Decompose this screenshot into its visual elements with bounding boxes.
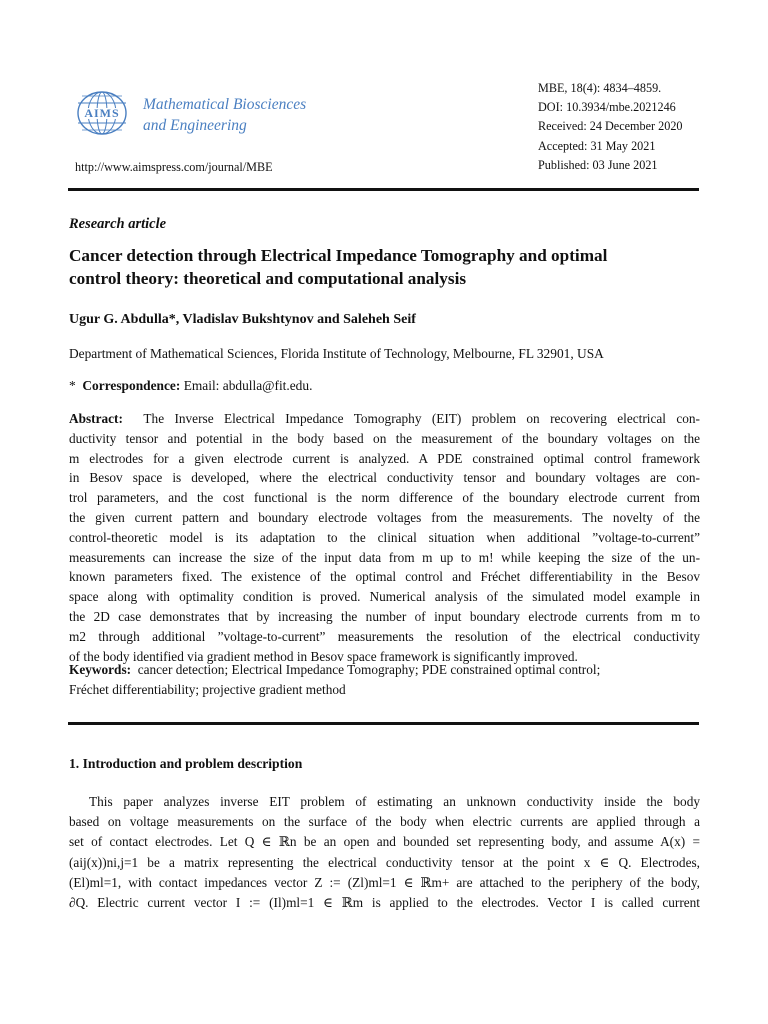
title-line2: control theory: theoretical and computational analysis <box>69 268 467 288</box>
abstract-line: m electrodes for a given electrode current is analyzed. A PDE constrained optimal control framework <box>69 450 700 466</box>
meta-volume: MBE, 18(4): 4834–4859. <box>538 81 662 95</box>
abstract-line: ductivity tensor and potential in the body based on the measurement of the boundary voltages on the <box>69 430 700 446</box>
abstract-label: Abstract: <box>69 411 123 426</box>
meta-published: Published: 03 June 2021 <box>538 157 658 172</box>
abstract-line: m2 through additional ”voltage-to-current” measurements the resolution of the electrical conductivity <box>69 628 700 644</box>
header-rule <box>68 188 699 191</box>
abstract-line: space along with optimality condition is proved. Numerical analysis of the simulated model example in <box>69 589 700 605</box>
intro-line: (aij(x))ni,j=1 be a matrix representing the electrical conductivity tensor at the point x ∈ Q. Electrodes, <box>69 854 700 870</box>
section-heading: 1. Introduction and problem description <box>69 756 303 771</box>
intro-line: ∂Q. Electric current vector I := (Il)ml=1 ∈ ℝm is applied to the electrodes. Vector I is called current <box>69 895 700 911</box>
abstract-line: the given current pattern and boundary electrode voltages from the measurements. The novelty of the <box>69 509 700 525</box>
abstract-line: the 2D case demonstrates that by increasing the number of input boundary electrode currents from m to <box>69 608 700 624</box>
correspondence-email[interactable]: Email: abdulla@fit.edu. <box>183 378 313 393</box>
abstract-line: Abstract: The Inverse Electrical Impedance Tomography (EIT) problem on recovering electrical con- <box>69 411 700 426</box>
affiliation: Department of Mathematical Sciences, Florida Institute of Technology, Melbourne, FL 32901, USA <box>69 346 604 361</box>
keywords-label: Keywords: <box>69 662 132 677</box>
keywords-line: Fréchet differentiability; projective gradient method <box>69 681 346 697</box>
abstract-rule <box>68 722 699 725</box>
intro-paragraph <box>69 792 700 913</box>
journal-title <box>143 94 306 136</box>
abstract-line: in Besov space is developed, where the electrical conductivity tensor and boundary voltages are con- <box>69 470 700 486</box>
article-type: Research article <box>69 216 167 232</box>
abstract-line: of the body identified via gradient method in Besov space framework is significantly improved. <box>69 648 578 664</box>
intro-line: This paper analyzes inverse EIT problem of estimating an unknown conductivity inside the body <box>89 794 700 809</box>
correspondence-label: Correspondence: <box>82 378 181 393</box>
article-meta <box>538 79 683 175</box>
logo-text: AIMS <box>84 106 120 120</box>
keywords-line: Keywords: cancer detection; Electrical Impedance Tomography; PDE constrained optimal control; <box>69 662 601 677</box>
abstract-line: measurements can increase the size of the input data from m up to m! while keeping the size of the un- <box>69 549 700 565</box>
meta-doi[interactable]: DOI: 10.3934/mbe.2021246 <box>538 100 676 115</box>
meta-received: Received: 24 December 2020 <box>538 119 683 134</box>
journal-url[interactable]: http://www.aimspress.com/journal/MBE <box>75 160 273 174</box>
abstract-line: trol parameters, and the cost functional is the norm difference of the boundary electrode current from <box>69 490 700 506</box>
keywords <box>69 660 700 700</box>
abstract-line: known parameters fixed. The existence of the optimal control and Fréchet differentiability in the Besov <box>69 569 700 585</box>
journal-title-line1: Mathematical Biosciences <box>143 96 307 113</box>
aims-logo <box>74 90 130 136</box>
intro-line: (El)ml=1, with contact impedances vector Z := (Zl)ml=1 ∈ ℝm+ are attached to the periphery of the body, <box>69 874 700 890</box>
correspondence-asterisk: * <box>69 378 83 393</box>
authors <box>69 312 416 328</box>
intro-line: based on voltage measurements on the surface of the body when electric currents are applied through a <box>69 814 700 830</box>
authors-text: Ugur G. Abdulla*, Vladislav Bukshtynov and Saleheh Seif <box>69 312 416 327</box>
intro-line: set of contact electrodes. Let Q ∈ ℝn be an open and bounded set representing body, and assume A(x) = <box>69 834 700 850</box>
correspondence <box>69 378 312 394</box>
abstract <box>69 409 700 666</box>
meta-accepted: Accepted: 31 May 2021 <box>538 138 656 153</box>
journal-title-line2: and Engineering <box>143 117 247 134</box>
article-title <box>69 245 709 290</box>
abstract-line: control-theoretic model is its adaptation to the clinical situation when additional ”voltage-to-current” <box>69 529 700 545</box>
title-line1: Cancer detection through Electrical Impedance Tomography and optimal <box>69 246 608 265</box>
